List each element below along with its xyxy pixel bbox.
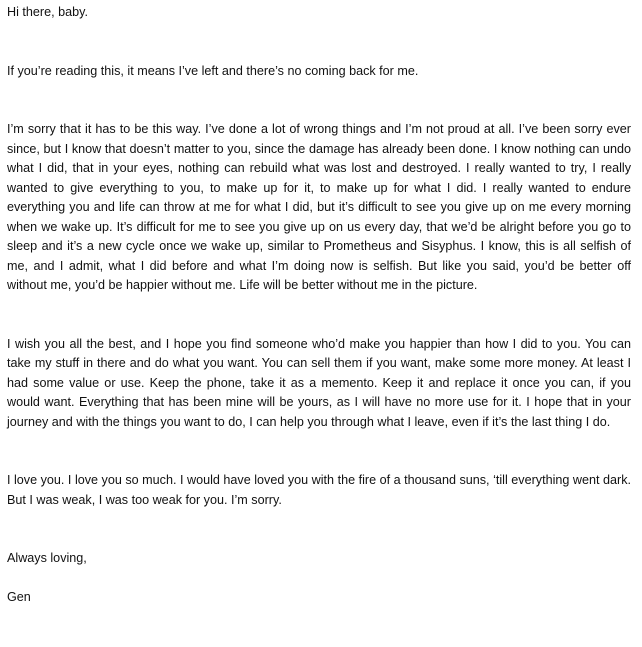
letter-greeting: Hi there, baby.: [7, 5, 88, 19]
letter-paragraph-love: I love you. I love you so much. I would have loved you with the fire of a thousand suns, ‘till everything went dark. But I was weak, I was too weak for you. I’m sorry.: [7, 473, 631, 507]
letter-intro: If you’re reading this, it means I’ve left and there’s no coming back for me.: [7, 63, 419, 78]
letter-signature: Gen: [7, 590, 31, 604]
letter-paragraph-wishes: I wish you all the best, and I hope you find someone who’d make you happier than how I did to you. You can take my stuff in there and do what you want. You can sell them if you want, make some more money. At least I had some value or use. Keep the phone, take it as a memento. Keep it and replace it once you can, if you would want. Everything that has been mine will be yours, as I will have no more use for it. I hope that in your journey and with the things you want to do, I can help you through what I leave, even if it’s the last thing I do.: [7, 336, 631, 429]
letter-document: [7, 3, 631, 608]
letter-paragraph-apology: I’m sorry that it has to be this way. I’ve done a lot of wrong things and I’m not proud at all. I’ve been sorry ever since, but I know that doesn’t matter to you, since the damage has already been done. I know nothing can undo what I did, that in your eyes, nothing can rebuild what was lost and destroyed. I really wanted to try, I really wanted to give everything to you, to make up for it, to make up for what I did. I really wanted to endure everything you and life can throw at me for what I did, but it’s difficult to see you give up on me every morning when we wake up. It’s difficult for me to see you give up on us every day, that we’d be alright before you go to sleep and it’s a new cycle once we wake up, similar to Prometheus and Sisyphus. I know, this is all selfish of me, and I admit, what I did before and what I’m doing now is selfish. But like you said, you’d be better off without me, you’d be happier without me. Life will be better without me in the picture.: [7, 122, 631, 292]
letter-closing: Always loving,: [7, 551, 87, 565]
